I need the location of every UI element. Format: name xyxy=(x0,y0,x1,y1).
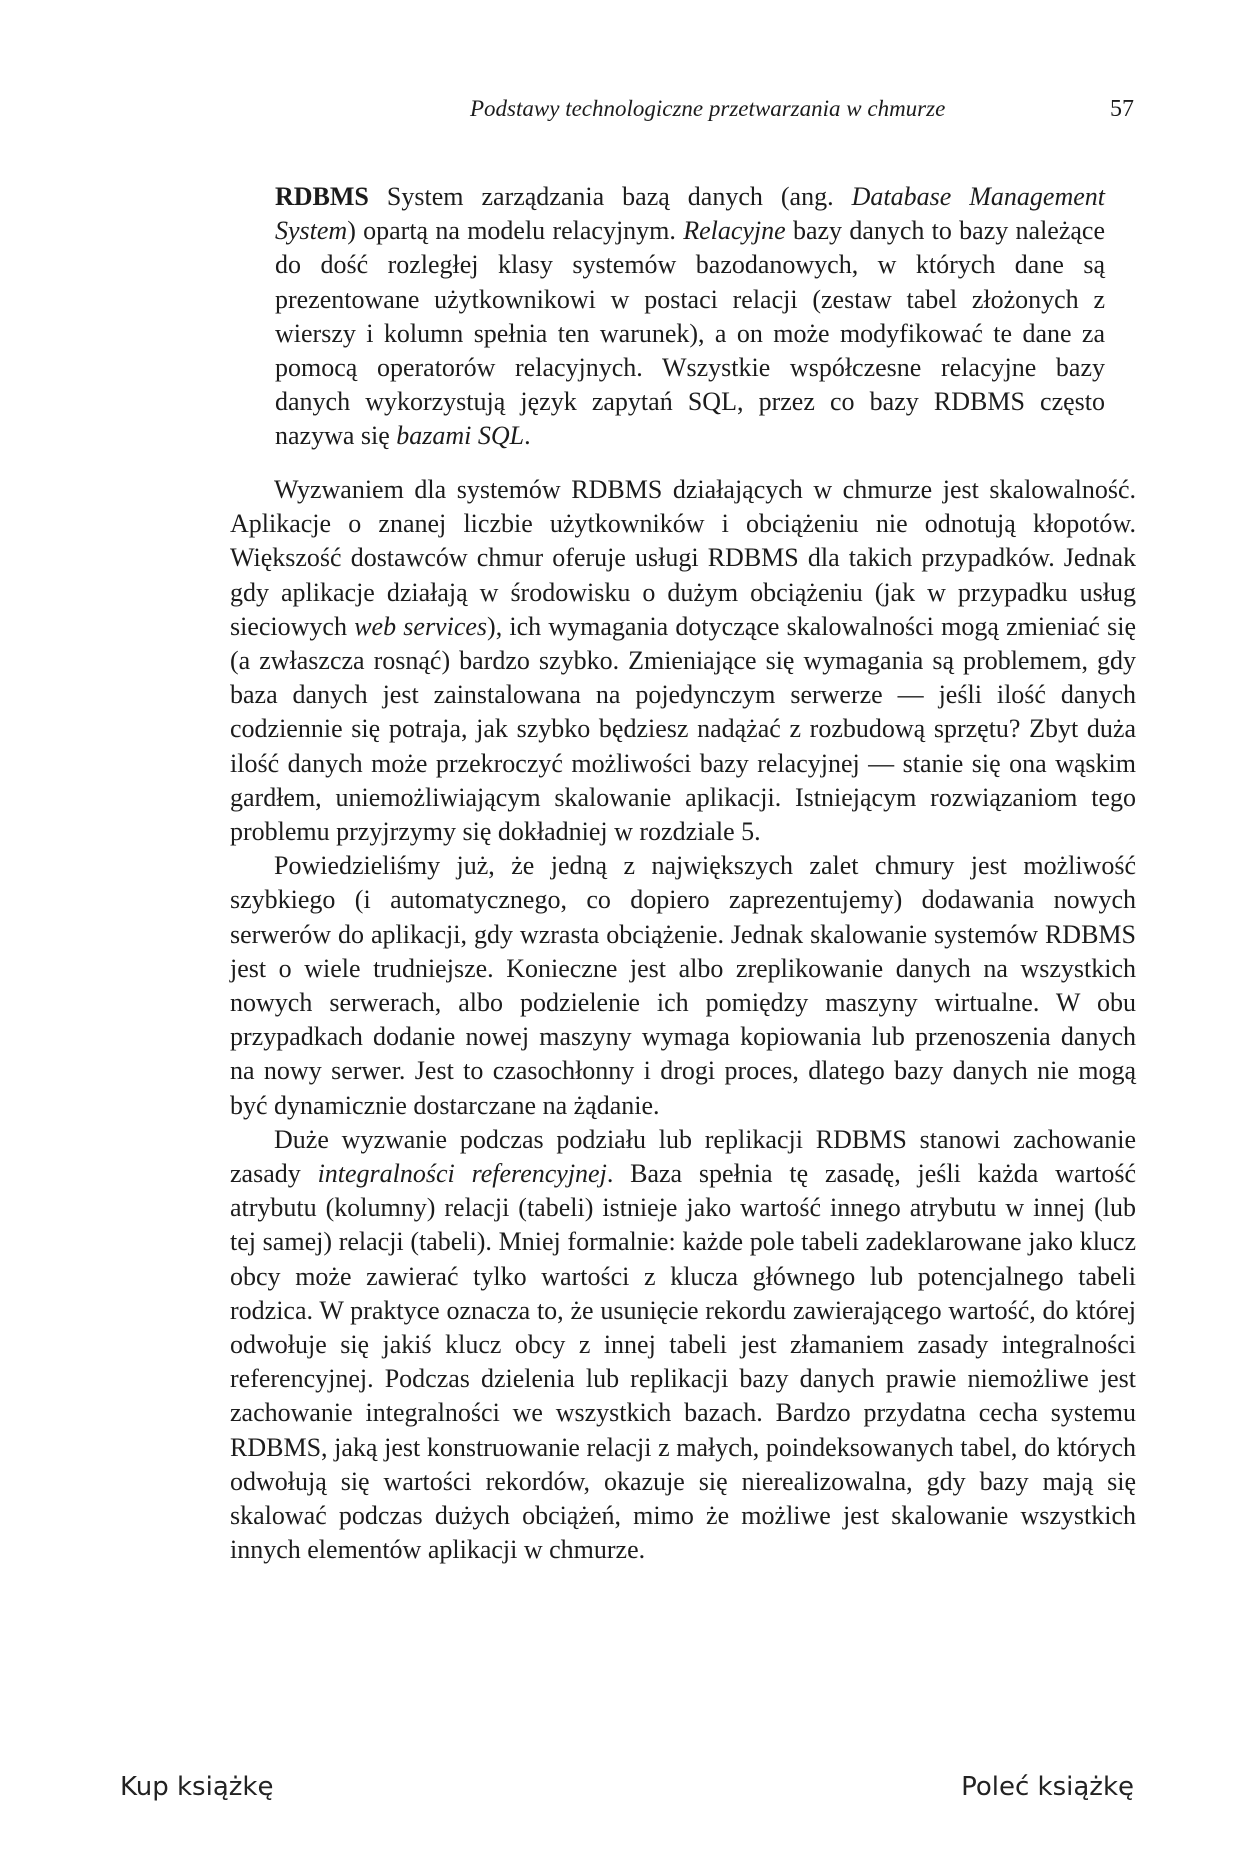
definition-italic-term: Database Management System xyxy=(275,182,1105,246)
paragraph-italic: integralności referencyjnej xyxy=(317,1159,607,1189)
paragraph-text: Wyzwaniem dla systemów RDBMS działających w chmurze jest skalowalność. Aplikacje o znanej liczbie użytkowników i obciążeniu nie odnotują kłopotów. Większość dostawców chmur oferuje usługi RDBMS dla takich przypadków. Jednak gdy aplikacje działają w środowisku o dużym obciążeniu (jak w przypadku usług sieciowych xyxy=(230,475,1136,641)
paragraph-text: Duże wyzwanie podczas podziału lub replikacji RDBMS stanowi zachowanie zasady xyxy=(230,1124,1136,1189)
paragraph-text: . Baza spełnia tę zasadę, jeśli każda wartość atrybutu (kolumny) relacji (tabeli) istnieje jako wartość innego atrybutu w innej (lub tej samej) relacji (tabeli). Mniej formalnie: każde pole tabeli zadeklarowane jako klucz obcy może zawierać tylko wartości z klucza głównego lub potencjalnego tabeli rodzica. W praktyce oznacza to, że usunięcie rekordu zawierającego wartość, do której odwołuje się jakiś klucz obcy z innej tabeli jest złamaniem zasady integralności referencyjnej. Podczas dzielenia lub replikacji bazy danych prawie niemożliwe jest zachowanie integralności we wszystkich bazach. Bardzo przydatna cecha systemu RDBMS, jaką jest konstruowanie relacji z małych, poindeksowanych tabel, do których odwołują się wartości rekordów, okazuje się nierealizowalna, gdy bazy mają się skalować podczas dużych obciążeń, mimo że możliwe jest skalowanie wszystkich innych elementów aplikacji w chmurze. xyxy=(230,1159,1136,1565)
buy-book-link[interactable]: Kup książkę xyxy=(120,1772,274,1802)
definition-italic-term: Relacyjne xyxy=(683,216,786,246)
definition-text: System zarządzania bazą danych (ang. xyxy=(368,182,852,211)
definition-text: ) opartą na modelu relacyjnym. xyxy=(347,216,684,246)
paragraph-referential-integrity xyxy=(230,1123,1136,1568)
page-number: 57 xyxy=(1110,96,1134,122)
definition-text: bazy danych to bazy należące do dość rozległej klasy systemów bazodanowych, w których dane są prezentowane użytkownikowi w postaci relacji (zestaw tabel złożonych z wierszy i kolumn spełnia ten warunek), a on może modyfikować te dane za pomocą operatorów relacyjnych. Wszystkie współczesne relacyjne bazy danych wykorzystują język zapytań SQL, przez co bazy RDBMS często nazywa się xyxy=(275,216,1105,451)
running-title: Podstawy technologiczne przetwarzania w chmurze xyxy=(470,96,946,121)
recommend-book-link[interactable]: Poleć książkę xyxy=(961,1772,1134,1802)
paragraph-cloud-advantages: Powiedzieliśmy już, że jedną z największych zalet chmury jest możliwość szybkiego (i automatycznego, co dopiero zaprezentujemy) dodawania nowych serwerów do aplikacji, gdy wzrasta obciążenie. Jednak skalowanie systemów RDBMS jest o wiele trudniejsze. Konieczne jest albo zreplikowanie danych na wszystkich nowych serwerach, albo podzielenie ich pomiędzy maszyny wirtualne. W obu przypadkach dodanie nowej maszyny wymaga kopiowania lub przenoszenia danych na nowy serwer. Jest to czasochłonny i drogi proces, dlatego bazy danych nie mogą być dynamicznie dostarczane na żądanie. xyxy=(230,851,1136,1120)
paragraph-text: ), ich wymagania dotyczące skalowalności mogą zmieniać się (a zwłaszcza rosnąć) bardzo szybko. Zmieniające się wymagania są problemem, gdy baza danych jest zainstalowana na pojedynczym serwerze — jeśli ilość danych codziennie się potraja, jak szybko będziesz nadążać z rozbudową sprzętu? Zbyt duża ilość danych może przekroczyć możliwości bazy relacyjnej — stanie się ona wąskim gardłem, uniemożliwiającym skalowanie aplikacji. Istniejącym rozwiązaniom tego problemu przyjrzymy się dokładniej w rozdziale 5. xyxy=(230,611,1136,847)
rdbms-definition xyxy=(275,180,1105,454)
paragraph-scalability xyxy=(230,473,1136,849)
definition-term: RDBMS xyxy=(275,182,369,211)
definition-italic-term: bazami SQL xyxy=(396,421,525,451)
body-text xyxy=(230,473,1136,1568)
definition-text: . xyxy=(524,421,531,451)
paragraph-italic: web services xyxy=(354,611,488,641)
running-header xyxy=(224,96,1134,123)
